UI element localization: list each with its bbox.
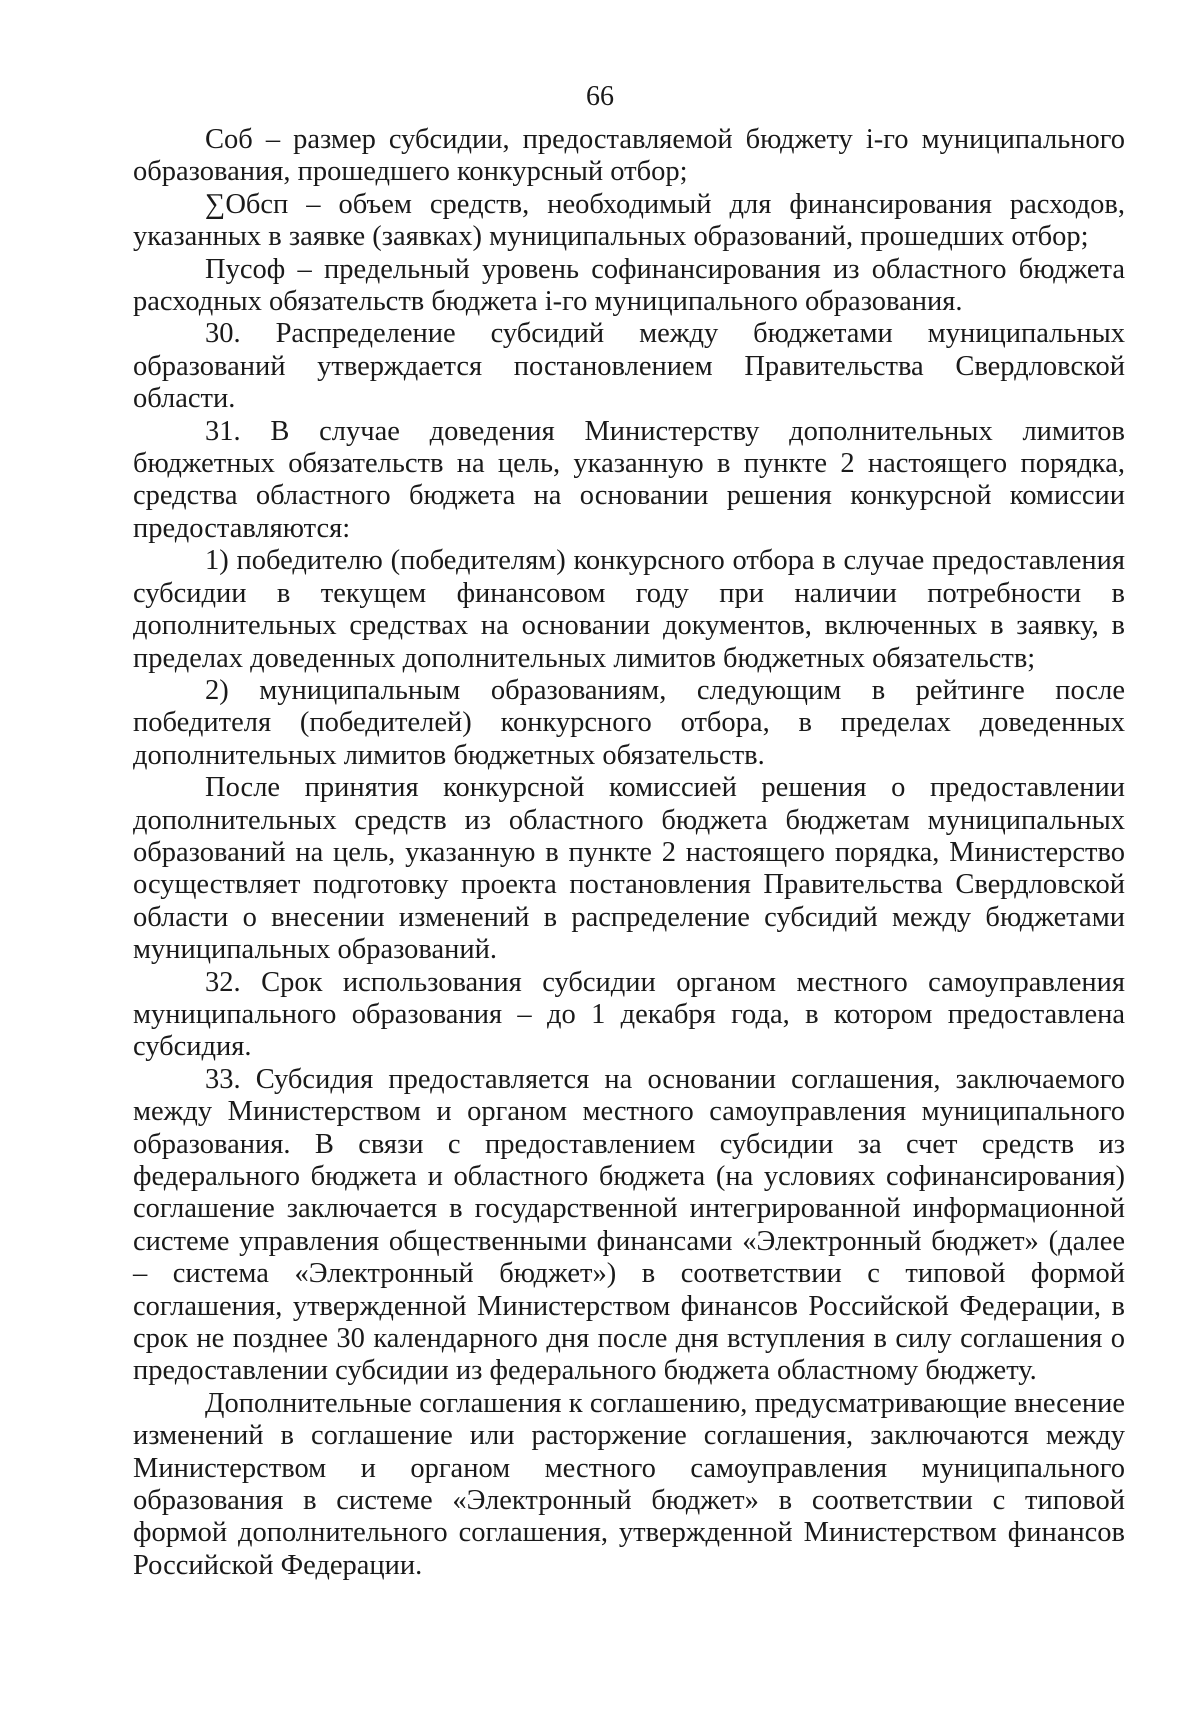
paragraph-item-31-2: 2) муниципальным образованиям, следующим в рейтинге после победителя (победителей) конкурсного отбора, в пределах доведенных дополнительных лимитов бюджетных обязательств. xyxy=(133,674,1125,771)
paragraph-sob-definition: Соб – размер субсидии, предоставляемой бюджету i-го муниципального образования, прошедшего конкурсный отбор; xyxy=(133,124,1125,188)
paragraph-item-33: 33. Субсидия предоставляется на основании соглашения, заключаемого между Министерством и органом местного самоуправления муниципального образования. В связи с предоставлением субсидии за счет средств из федерального бюджета и областного бюджета (на условиях софинансирования) соглашение заключается в государственной интегрированной информационной системе управления общественными финансами «Электронный бюджет» (далее – система «Электронный бюджет») в соответствии с типовой формой соглашения, утвержденной Министерством финансов Российской Федерации, в срок не позднее 30 календарного дня после дня вступления в силу соглашения о предоставлении субсидии из федерального бюджета областному бюджету. xyxy=(133,1063,1125,1387)
paragraph-item-30: 30. Распределение субсидий между бюджетами муниципальных образований утверждается постановлением Правительства Свердловской области. xyxy=(133,318,1125,415)
page-number: 66 xyxy=(586,81,614,112)
document-body xyxy=(133,124,1125,1582)
paragraph-item-32: 32. Срок использования субсидии органом местного самоуправления муниципального образования – до 1 декабря года, в котором предоставлена субсидия. xyxy=(133,966,1125,1063)
paragraph-pusof-definition: Пусоф – предельный уровень софинансирования из областного бюджета расходных обязательств бюджета i-го муниципального образования. xyxy=(133,253,1125,318)
paragraph-additional-agreements: Дополнительные соглашения к соглашению, предусматривающие внесение изменений в соглашение или расторжение соглашения, заключаются между Министерством и органом местного самоуправления муниципального образования в системе «Электронный бюджет» в соответствии с типовой формой дополнительного соглашения, утвержденной Министерством финансов Российской Федерации. xyxy=(133,1387,1125,1581)
paragraph-obsp-definition: ∑Обсп – объем средств, необходимый для финансирования расходов, указанных в заявке (заявках) муниципальных образований, прошедших отбор; xyxy=(133,188,1125,253)
paragraph-item-31: 31. В случае доведения Министерству дополнительных лимитов бюджетных обязательств на цель, указанную в пункте 2 настоящего порядка, средства областного бюджета на основании решения конкурсной комиссии предоставляются: xyxy=(133,415,1125,544)
paragraph-item-31-1: 1) победителю (победителям) конкурсного отбора в случае предоставления субсидии в текущем финансовом году при наличии потребности в дополнительных средствах на основании документов, включенных в заявку, в пределах доведенных дополнительных лимитов бюджетных обязательств; xyxy=(133,545,1125,674)
paragraph-after-decision: После принятия конкурсной комиссией решения о предоставлении дополнительных средств из областного бюджета бюджетам муниципальных образований на цель, указанную в пункте 2 настоящего порядка, Министерство осуществляет подготовку проекта постановления Правительства Свердловской области о внесении изменений в распределение субсидий между бюджетами муниципальных образований. xyxy=(133,772,1125,966)
